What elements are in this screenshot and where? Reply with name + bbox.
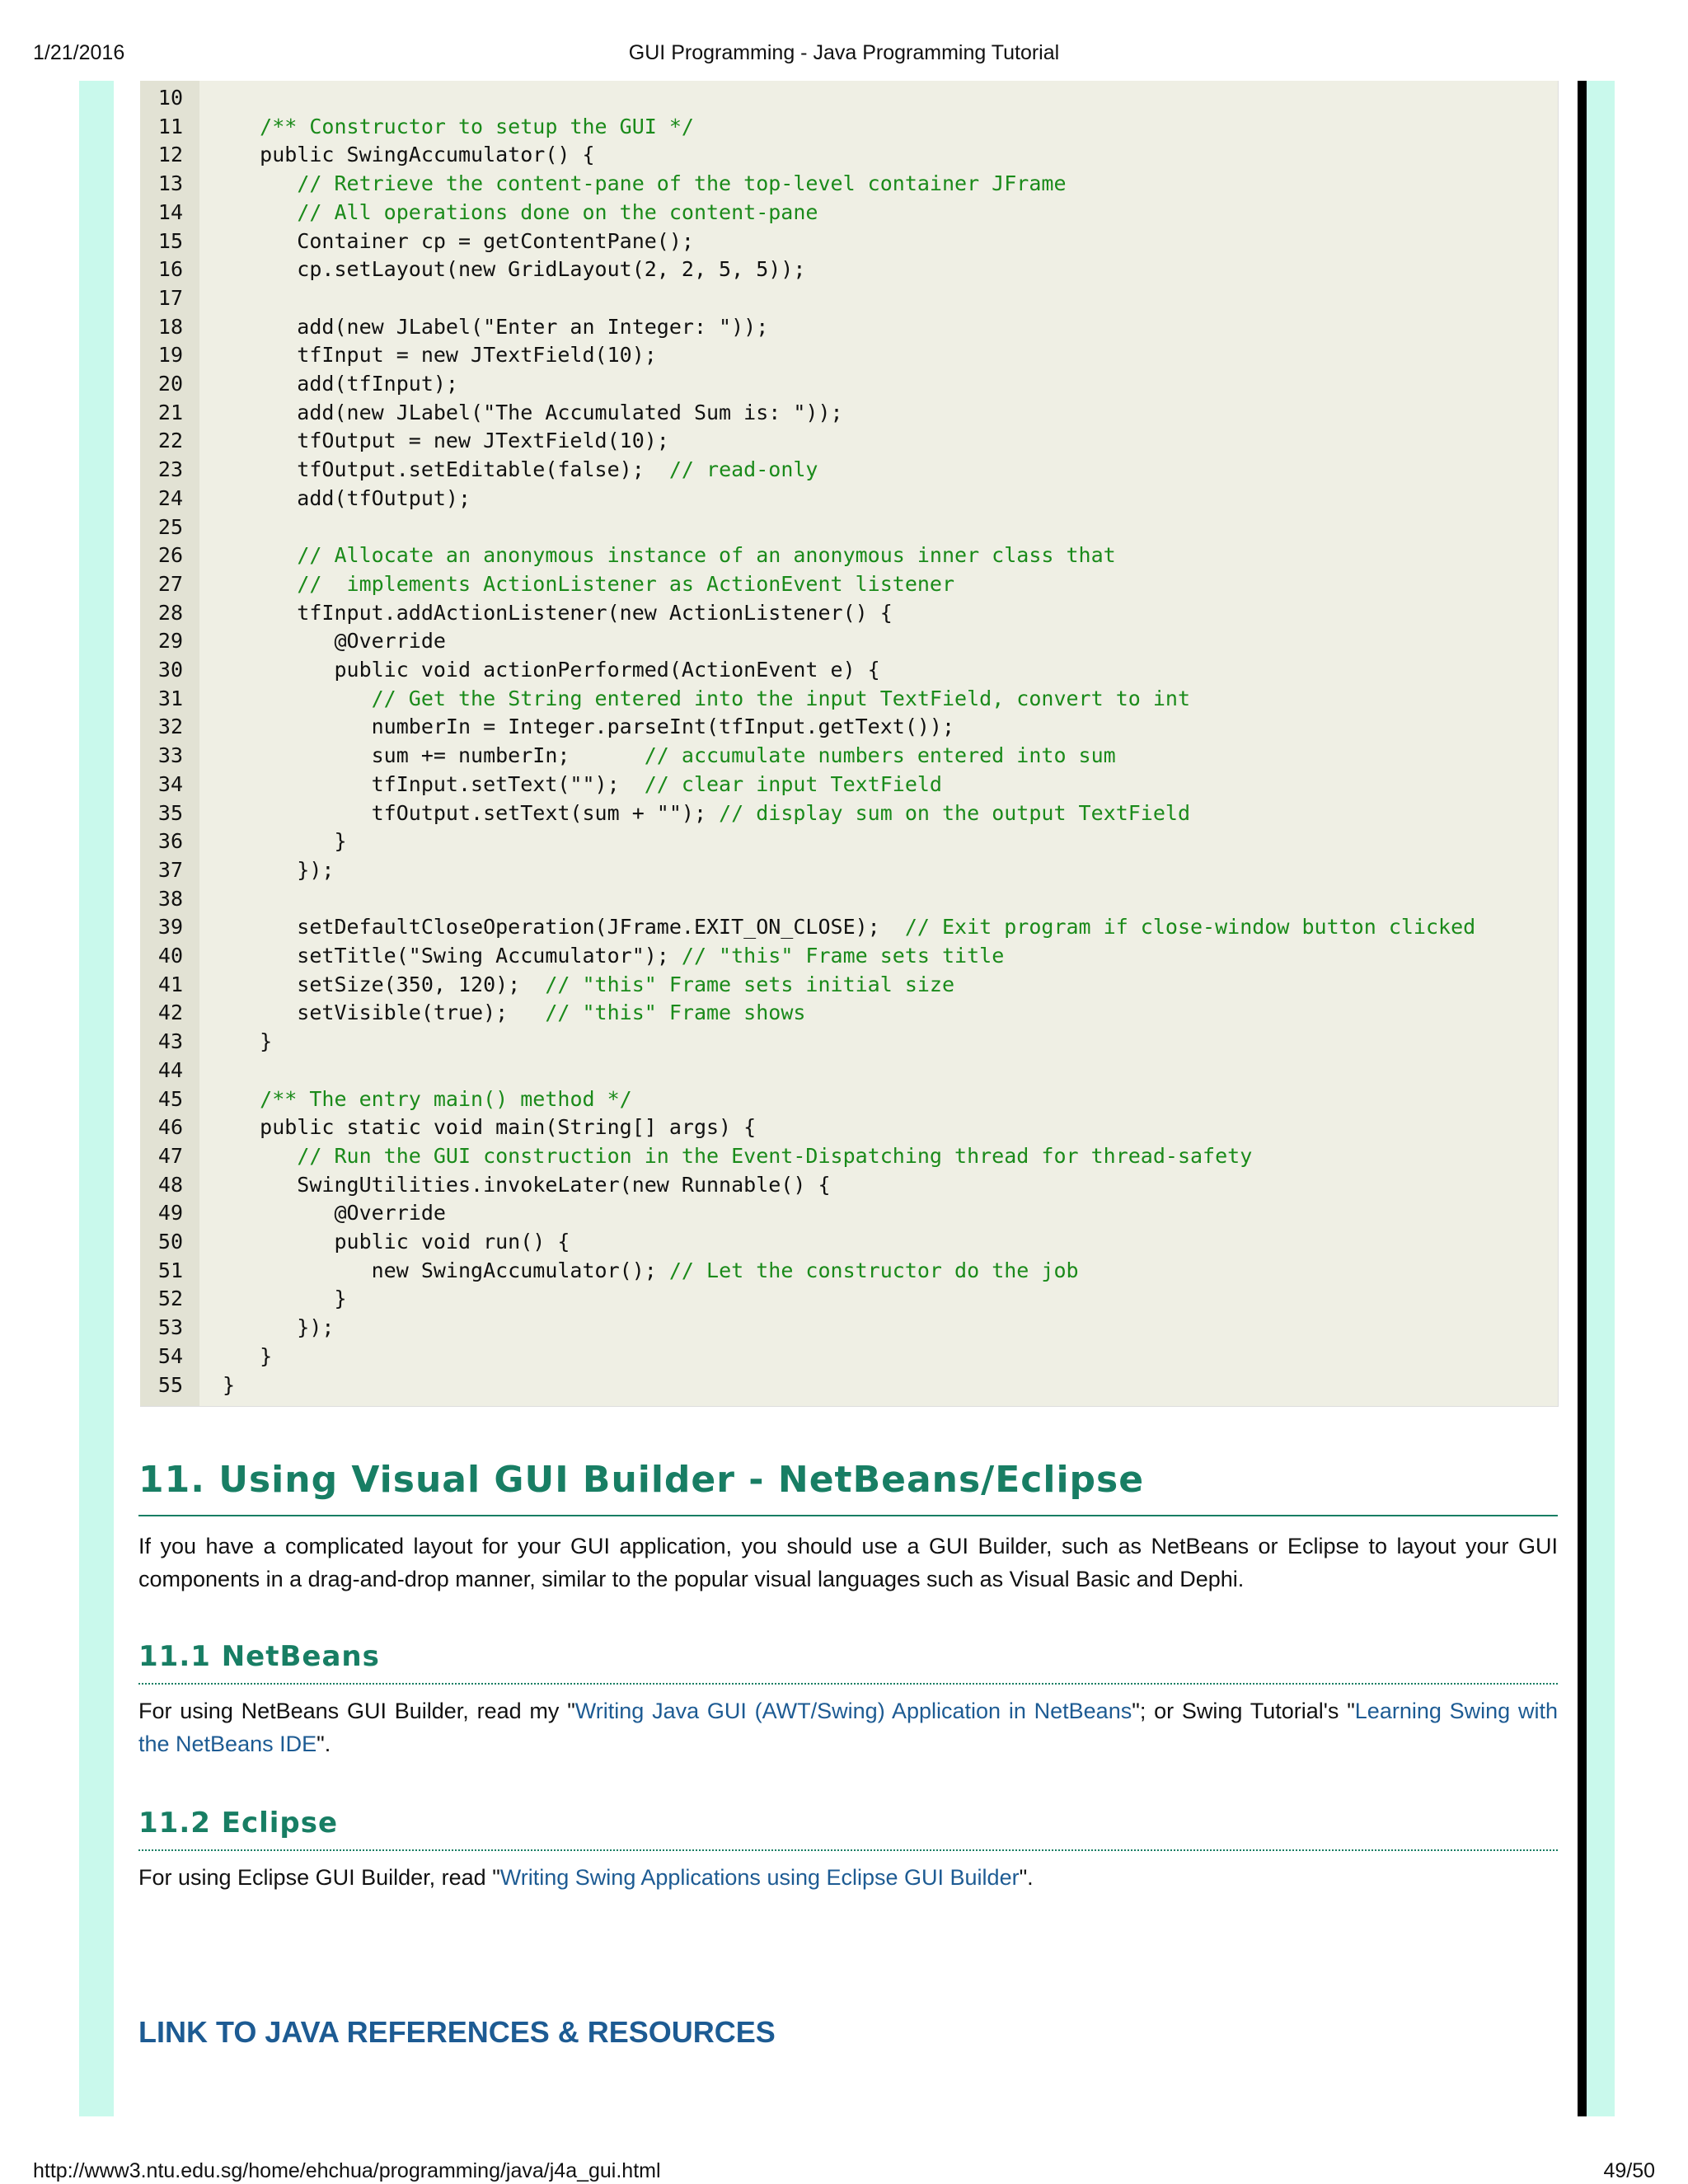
code-line bbox=[223, 427, 669, 456]
code-line bbox=[223, 999, 805, 1028]
code-text: numberIn = Integer.parseInt(tfInput.getText()); bbox=[223, 715, 955, 739]
code-text: } bbox=[223, 829, 347, 854]
code-line bbox=[223, 1199, 446, 1228]
code-text: setSize(350, 120); bbox=[223, 972, 546, 996]
code-text: } bbox=[223, 1372, 236, 1397]
section-11-1-paragraph bbox=[138, 1694, 1558, 1760]
line-number: 13 bbox=[157, 171, 183, 196]
code-text: tfInput = new JTextField(10); bbox=[223, 343, 657, 368]
line-number-gutter bbox=[140, 81, 199, 1406]
page-number: 49/50 bbox=[1603, 2159, 1655, 2182]
section-11-2-rule bbox=[138, 1849, 1558, 1851]
code-line bbox=[223, 1085, 632, 1114]
code-text bbox=[223, 200, 297, 224]
section-11-1-heading: 11.1 NetBeans bbox=[138, 1640, 380, 1673]
code-text: }); bbox=[223, 857, 335, 882]
code-text: add(tfOutput); bbox=[223, 485, 471, 510]
code-line bbox=[223, 227, 694, 256]
line-number: 24 bbox=[157, 485, 183, 510]
text: ". bbox=[316, 1732, 331, 1756]
code-text bbox=[223, 171, 297, 195]
section-11-2-heading: 11.2 Eclipse bbox=[138, 1807, 339, 1840]
line-number: 15 bbox=[157, 228, 183, 253]
code-comment: // Let the constructor do the job bbox=[668, 1258, 1079, 1282]
line-number: 36 bbox=[157, 829, 183, 854]
code-line bbox=[223, 485, 471, 513]
code-line bbox=[223, 456, 818, 485]
line-number: 22 bbox=[157, 429, 183, 453]
line-number: 29 bbox=[157, 629, 183, 654]
code-line bbox=[223, 1142, 1252, 1171]
code-block bbox=[140, 81, 1559, 1407]
line-number: 49 bbox=[157, 1201, 183, 1226]
code-text: tfOutput.setEditable(false); bbox=[223, 457, 669, 482]
line-number: 37 bbox=[157, 857, 183, 882]
java-references-link[interactable]: LINK TO JAVA REFERENCES & RESOURCES bbox=[138, 2015, 776, 2049]
code-comment: // Retrieve the content-pane of the top-level container JFrame bbox=[297, 171, 1067, 196]
line-number: 12 bbox=[157, 143, 183, 167]
print-footer bbox=[0, 2159, 1688, 2184]
print-url: http://www3.ntu.edu.sg/home/ehchua/programming/java/j4a_gui.html bbox=[33, 2159, 661, 2182]
line-number: 18 bbox=[157, 314, 183, 339]
code-text: new SwingAccumulator(); bbox=[223, 1258, 669, 1282]
print-date: 1/21/2016 bbox=[33, 41, 125, 64]
code-line bbox=[223, 170, 1067, 199]
line-number: 43 bbox=[157, 1029, 183, 1054]
code-line bbox=[223, 771, 942, 799]
code-text bbox=[223, 543, 297, 567]
code-line bbox=[223, 799, 1190, 828]
line-number: 32 bbox=[157, 715, 183, 739]
line-number: 34 bbox=[157, 771, 183, 796]
line-number: 27 bbox=[157, 571, 183, 596]
code-text: }); bbox=[223, 1315, 335, 1340]
code-line bbox=[223, 942, 1004, 971]
code-text bbox=[223, 1087, 260, 1111]
code-comment: // All operations done on the content-pane bbox=[297, 199, 818, 224]
line-number: 21 bbox=[157, 400, 183, 424]
code-text: @Override bbox=[223, 629, 446, 654]
netbeans-gui-link[interactable]: Writing Java GUI (AWT/Swing) Application in NetBeans bbox=[574, 1699, 1132, 1723]
code-text: add(tfInput); bbox=[223, 372, 458, 396]
code-text: setVisible(true); bbox=[223, 1001, 546, 1025]
section-11-2-paragraph bbox=[138, 1861, 1558, 1894]
learning-swing-link[interactable]: Learning Swing with the NetBeans IDE bbox=[138, 1699, 1558, 1756]
section-11-rule bbox=[138, 1515, 1558, 1516]
code-line bbox=[223, 1257, 1079, 1286]
code-line bbox=[223, 627, 446, 656]
code-comment: // Exit program if close-window button clicked bbox=[904, 915, 1476, 940]
code-line bbox=[223, 570, 954, 599]
code-line bbox=[223, 399, 843, 428]
line-number: 26 bbox=[157, 543, 183, 568]
line-number: 41 bbox=[157, 972, 183, 996]
code-line bbox=[223, 1285, 347, 1314]
code-text: sum += numberIn; bbox=[223, 743, 645, 768]
code-line bbox=[223, 1171, 831, 1200]
right-side-band bbox=[1587, 81, 1615, 2116]
code-text: } bbox=[223, 1029, 273, 1054]
code-text: add(new JLabel("Enter an Integer: ")); bbox=[223, 314, 769, 339]
code-text bbox=[223, 687, 372, 710]
code-comment: // Allocate an anonymous instance of an anonymous inner class that bbox=[297, 543, 1116, 568]
code-text: add(new JLabel("The Accumulated Sum is: ")); bbox=[223, 400, 843, 424]
code-comment: // display sum on the output TextField bbox=[719, 800, 1191, 825]
code-line bbox=[223, 913, 1475, 942]
line-number: 40 bbox=[157, 944, 183, 968]
text: "; or Swing Tutorial's " bbox=[1132, 1699, 1355, 1723]
line-number: 11 bbox=[157, 114, 183, 138]
line-number: 45 bbox=[157, 1086, 183, 1111]
print-header bbox=[0, 41, 1688, 69]
code-line bbox=[223, 313, 768, 342]
left-side-band bbox=[79, 81, 114, 2116]
code-line bbox=[223, 656, 880, 685]
code-text: setDefaultCloseOperation(JFrame.EXIT_ON_CLOSE); bbox=[223, 915, 905, 940]
line-number: 10 bbox=[157, 86, 183, 110]
code-text bbox=[223, 1144, 297, 1168]
code-line bbox=[223, 1113, 756, 1142]
code-line bbox=[223, 113, 694, 142]
code-text: tfOutput = new JTextField(10); bbox=[223, 429, 669, 453]
line-number: 35 bbox=[157, 800, 183, 825]
code-text: @Override bbox=[223, 1201, 446, 1226]
line-number: 38 bbox=[157, 886, 183, 911]
code-line bbox=[223, 341, 657, 370]
code-line bbox=[223, 541, 1116, 570]
line-number: 25 bbox=[157, 514, 183, 539]
line-number: 52 bbox=[157, 1286, 183, 1311]
line-number: 53 bbox=[157, 1315, 183, 1340]
code-comment: // Get the String entered into the input TextField, convert to int bbox=[371, 686, 1191, 710]
code-text bbox=[223, 115, 260, 138]
code-text: public static void main(String[] args) { bbox=[223, 1115, 757, 1140]
code-comment: // Run the GUI construction in the Event-Dispatching thread for thread-safety bbox=[297, 1143, 1253, 1168]
code-line bbox=[223, 199, 818, 227]
line-number: 50 bbox=[157, 1230, 183, 1254]
code-comment: // read-only bbox=[668, 457, 818, 482]
code-text: public SwingAccumulator() { bbox=[223, 143, 595, 167]
line-number: 42 bbox=[157, 1001, 183, 1025]
line-number: 23 bbox=[157, 457, 183, 482]
code-comment: /** The entry main() method */ bbox=[260, 1086, 632, 1111]
line-number: 20 bbox=[157, 372, 183, 396]
text: ". bbox=[1019, 1865, 1034, 1890]
section-11-paragraph: If you have a complicated layout for your GUI application, you should use a GUI Builder, such as NetBeans or Eclipse to layout your GUI components in a drag-and-drop manner, similar to the popular visual languages such as Visual Basic and Dephi. bbox=[138, 1534, 1558, 1591]
line-number: 14 bbox=[157, 199, 183, 224]
code-text: SwingUtilities.invokeLater(new Runnable() { bbox=[223, 1172, 831, 1197]
line-number: 44 bbox=[157, 1057, 183, 1082]
code-line bbox=[223, 713, 954, 742]
code-text: cp.setLayout(new GridLayout(2, 2, 5, 5)); bbox=[223, 257, 806, 282]
section-11-heading: 11. Using Visual GUI Builder - NetBeans/Eclipse bbox=[138, 1459, 1145, 1501]
line-number: 30 bbox=[157, 658, 183, 682]
code-line bbox=[223, 370, 458, 399]
code-text bbox=[223, 572, 297, 596]
section-11-1-rule bbox=[138, 1683, 1558, 1685]
line-number: 47 bbox=[157, 1143, 183, 1168]
line-number: 31 bbox=[157, 686, 183, 710]
code-line bbox=[223, 1314, 334, 1343]
line-number: 48 bbox=[157, 1172, 183, 1197]
line-number: 19 bbox=[157, 343, 183, 368]
code-text: } bbox=[223, 1286, 347, 1311]
code-text: tfInput.addActionListener(new ActionListener() { bbox=[223, 600, 893, 625]
text: For using NetBeans GUI Builder, read my " bbox=[138, 1699, 575, 1723]
code-text: public void actionPerformed(ActionEvent e) { bbox=[223, 658, 880, 682]
line-number: 17 bbox=[157, 285, 183, 310]
code-text: tfInput.setText(""); bbox=[223, 771, 645, 796]
line-number: 16 bbox=[157, 257, 183, 282]
code-comment: // "this" Frame sets initial size bbox=[545, 972, 955, 996]
code-line bbox=[223, 1228, 570, 1257]
code-text: tfOutput.setText(sum + ""); bbox=[223, 800, 720, 825]
code-comment: // "this" Frame sets title bbox=[681, 944, 1005, 968]
code-line bbox=[223, 141, 595, 170]
line-number: 33 bbox=[157, 743, 183, 768]
line-number: 28 bbox=[157, 600, 183, 625]
code-comment: // "this" Frame shows bbox=[545, 1001, 806, 1025]
text: For using Eclipse GUI Builder, read " bbox=[138, 1865, 500, 1890]
code-line bbox=[223, 856, 334, 885]
code-line bbox=[223, 1343, 272, 1371]
eclipse-gui-link[interactable]: Writing Swing Applications using Eclipse GUI Builder bbox=[499, 1865, 1020, 1890]
code-comment: // clear input TextField bbox=[644, 771, 942, 796]
code-text: Container cp = getContentPane(); bbox=[223, 228, 694, 253]
code-line bbox=[223, 685, 1190, 714]
line-number: 51 bbox=[157, 1258, 183, 1282]
code-line bbox=[223, 827, 347, 856]
code-line bbox=[223, 1371, 235, 1400]
code-text: public void run() { bbox=[223, 1230, 570, 1254]
code-comment: /** Constructor to setup the GUI */ bbox=[260, 114, 694, 138]
print-title: GUI Programming - Java Programming Tutorial bbox=[628, 41, 1060, 64]
code-line bbox=[223, 1028, 272, 1057]
code-text: setTitle("Swing Accumulator"); bbox=[223, 944, 682, 968]
code-line bbox=[223, 255, 805, 284]
line-number: 54 bbox=[157, 1343, 183, 1368]
right-scroll-bar bbox=[1578, 81, 1587, 2116]
code-line bbox=[223, 742, 1116, 771]
line-number: 55 bbox=[157, 1372, 183, 1397]
code-line bbox=[223, 971, 954, 1000]
line-number: 39 bbox=[157, 915, 183, 940]
code-comment: // implements ActionListener as ActionEvent listener bbox=[297, 571, 955, 596]
code-comment: // accumulate numbers entered into sum bbox=[644, 743, 1116, 768]
code-line bbox=[223, 599, 893, 628]
line-number: 46 bbox=[157, 1115, 183, 1140]
code-text: } bbox=[223, 1343, 273, 1368]
